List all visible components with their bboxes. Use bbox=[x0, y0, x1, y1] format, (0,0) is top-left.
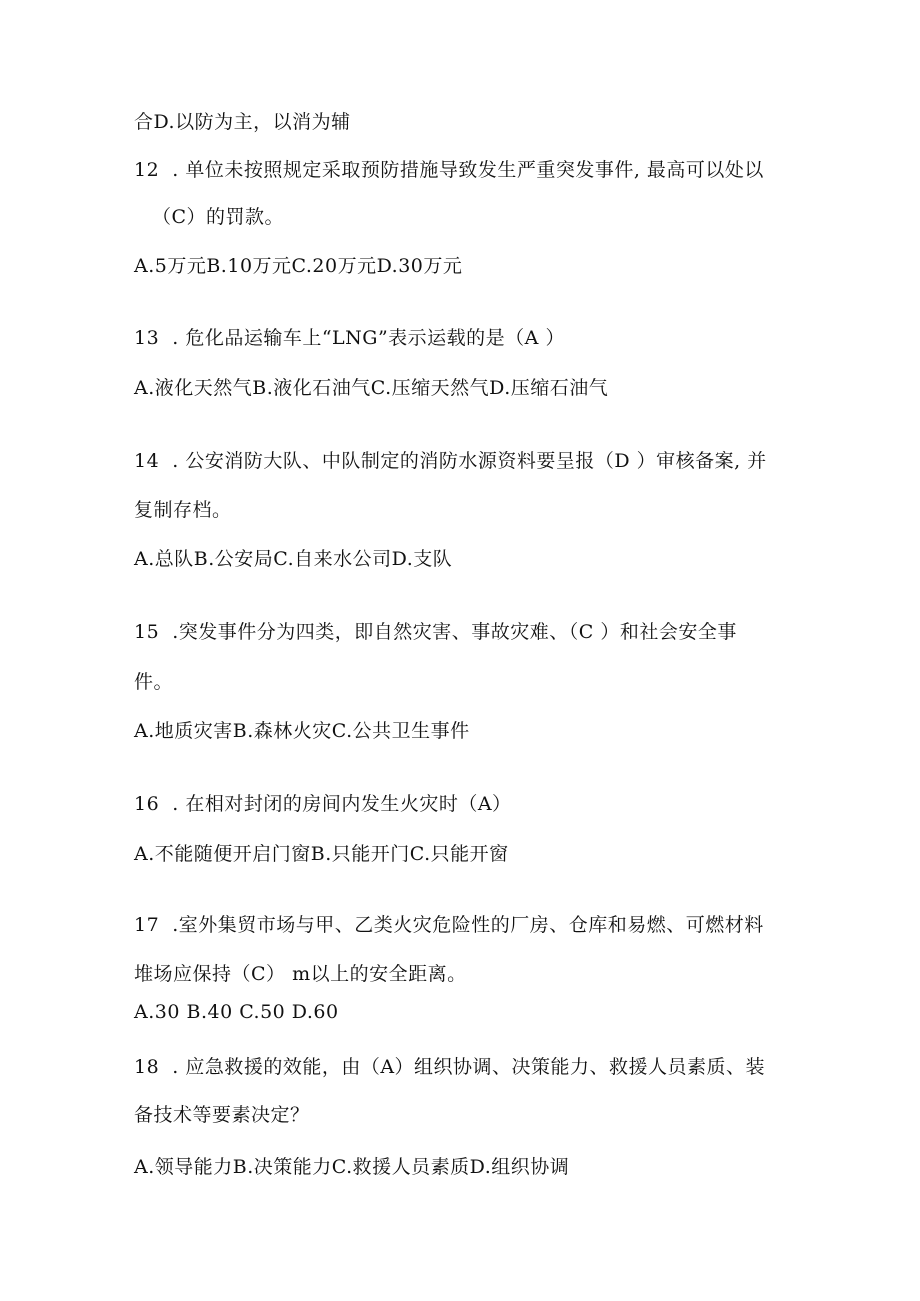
question-13: 13 . 危化品运输车上“LNG”表示运载的是（A ） bbox=[134, 327, 565, 349]
question-15-continued: 件。 bbox=[134, 671, 174, 693]
options-q15: A.地质灾害B.森林火灾C.公共卫生事件 bbox=[134, 720, 470, 742]
options-q18: A.领导能力B.决策能力C.救援人员素质D.组织协调 bbox=[134, 1156, 570, 1178]
options-q14: A.总队B.公安局C.自来水公司D.支队 bbox=[134, 548, 453, 570]
option-line-q11: 合D.以防为主，以消为辅 bbox=[134, 111, 351, 133]
question-17-continued: 堆场应保持（C） m以上的安全距离。 bbox=[134, 963, 467, 985]
options-q16: A.不能随便开启门窗B.只能开门C.只能开窗 bbox=[134, 843, 509, 865]
question-16: 16 . 在相对封闭的房间内发生火灾时（A） bbox=[134, 793, 512, 815]
options-q17: A.30 B.40 C.50 D.60 bbox=[134, 1001, 339, 1023]
question-18-continued: 备技术等要素决定？ bbox=[134, 1104, 310, 1126]
question-12-continued: （C）的罚款。 bbox=[152, 206, 285, 228]
question-14: 14 . 公安消防大队、中队制定的消防水源资料要呈报（D ）审核备案, 并 bbox=[134, 450, 767, 472]
question-18: 18 . 应急救援的效能，由（A）组织协调、决策能力、救援人员素质、装 bbox=[134, 1056, 766, 1078]
question-14-continued: 复制存档。 bbox=[134, 499, 232, 521]
options-q12: A.5万元B.10万元C.20万元D.30万元 bbox=[134, 255, 463, 277]
question-15: 15 .突发事件分为四类，即自然灾害、事故灾难、（C ）和社会安全事 bbox=[134, 621, 737, 643]
options-q13: A.液化天然气B.液化石油气C.压缩天然气D.压缩石油气 bbox=[134, 377, 609, 399]
question-12: 12 . 单位未按照规定采取预防措施导致发生严重突发事件, 最高可以处以 bbox=[134, 159, 764, 181]
question-17: 17 .室外集贸市场与甲、乙类火灾危险性的厂房、仓库和易燃、可燃材料 bbox=[134, 914, 764, 936]
